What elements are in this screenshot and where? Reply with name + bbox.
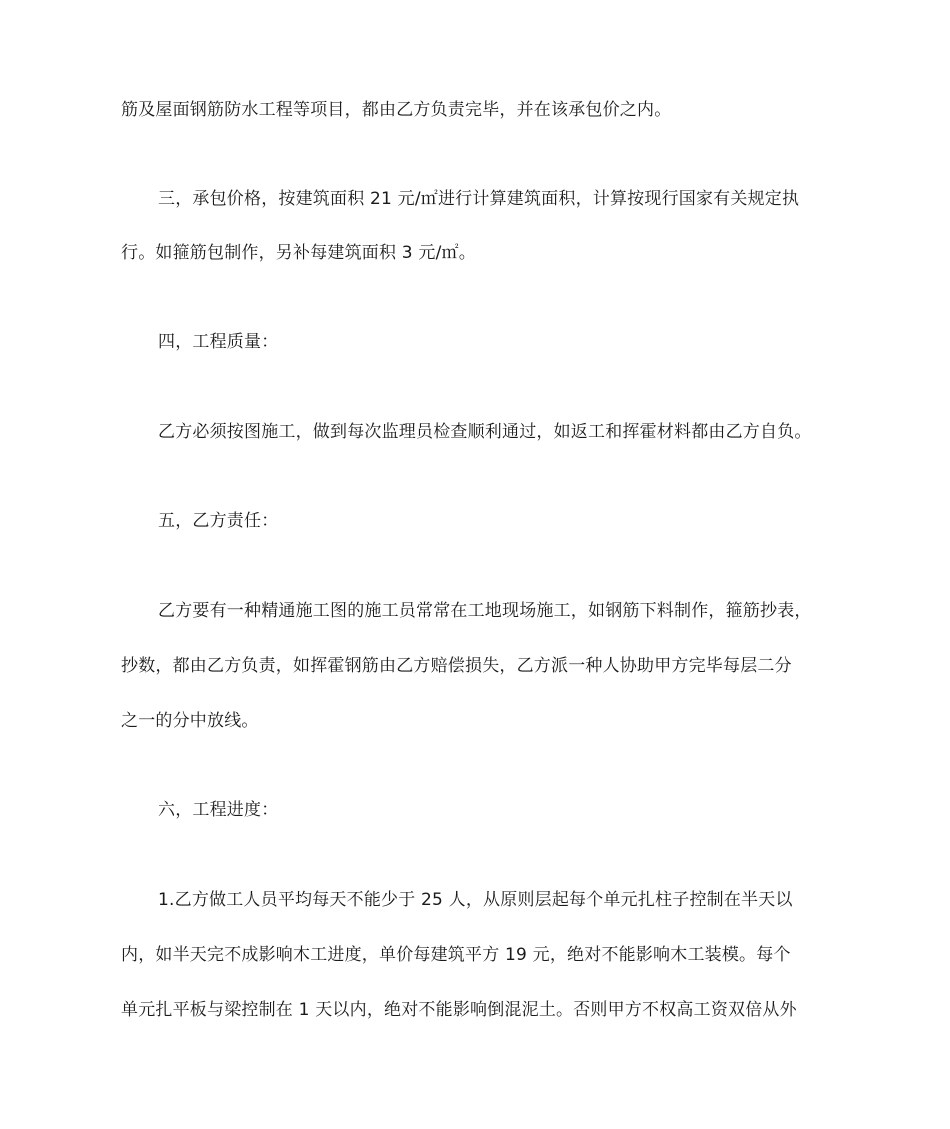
paragraph-line: 内，如半天完不成影响木工进度，单价每建筑平方 19 元，绝对不能影响木工装模。每个 xyxy=(121,945,791,965)
paragraph-line: 1.乙方做工人员平均每天不能少于 25 人，从原则层起每个单元扎柱子控制在半天以 xyxy=(158,890,793,910)
paragraph-line: 之一的分中放线。 xyxy=(121,711,259,731)
section-heading-progress: 六，工程进度： xyxy=(158,800,279,820)
paragraph-line: 抄数，都由乙方负责，如挥霍钢筋由乙方赔偿损失，乙方派一种人协助甲方完毕每层二分 xyxy=(121,656,792,676)
paragraph-line: 单元扎平板与梁控制在 1 天以内，绝对不能影响倒混泥土。否则甲方不权高工资双倍从外 xyxy=(121,1000,797,1020)
section-heading-quality: 四，工程质量： xyxy=(158,332,279,352)
section-heading-price: 三，承包价格，按建筑面积 21 元/㎡进行计算建筑面积，计算按现行国家有关规定执 xyxy=(158,189,800,209)
paragraph-line: 乙方要有一种精通施工图的施工员常常在工地现场施工，如钢筋下料制作，箍筋抄表， xyxy=(158,601,812,621)
paragraph-line: 乙方必须按图施工，做到每次监理员检查顺利通过，如返工和挥霍材料都由乙方自负。 xyxy=(158,422,812,442)
section-heading-responsibility: 五，乙方责任： xyxy=(158,511,279,531)
paragraph-line: 行。如箍筋包制作，另补每建筑面积 3 元/㎡。 xyxy=(121,243,476,263)
paragraph-line: 筋及屋面钢筋防水工程等项目，都由乙方负责完毕，并在该承包价之内。 xyxy=(121,100,672,120)
